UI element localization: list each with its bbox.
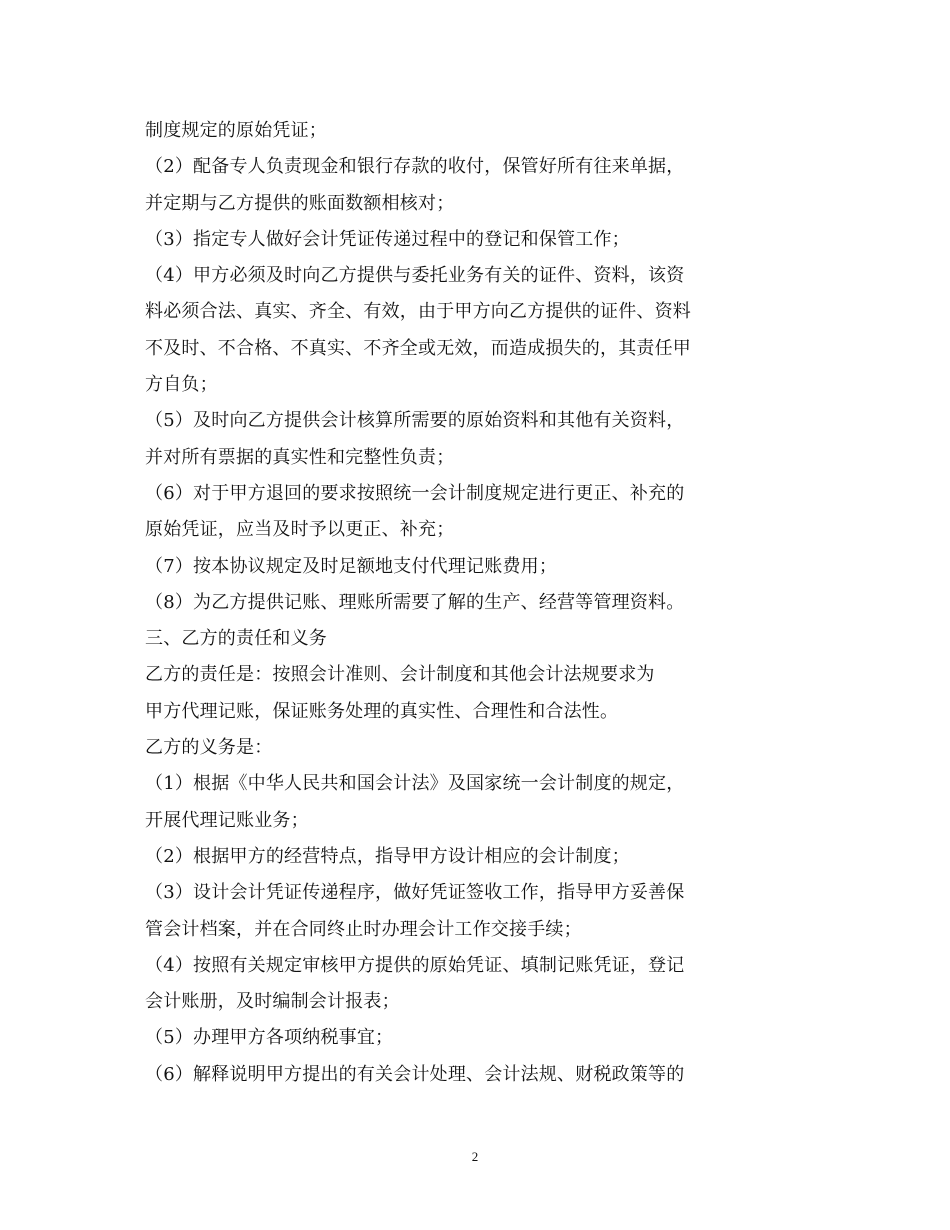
text-line: 甲方代理记账，保证账务处理的真实性、合理性和合法性。 [145, 700, 619, 722]
text-line: （2）根据甲方的经营特点，指导甲方设计相应的会计制度； [145, 845, 630, 867]
text-line: 制度规定的原始凭证； [145, 120, 327, 141]
text-line: （5）办理甲方各项纳税事宜； [145, 1027, 394, 1049]
text-line: （6）解释说明甲方提出的有关会计处理、会计法规、财税政策等的 [145, 1063, 685, 1085]
text-line: （1）根据《中华人民共和国会计法》及国家统一会计制度的规定， [145, 773, 685, 795]
text-line: 并定期与乙方提供的账面数额相核对； [145, 192, 455, 214]
text-line: 开展代理记账业务； [145, 809, 309, 831]
document-body [145, 113, 725, 1093]
text-line: 管会计档案，并在合同终止时办理会计工作交接手续； [145, 918, 582, 940]
text-line: （4）甲方必须及时向乙方提供与委托业务有关的证件、资料，该资 [145, 265, 685, 287]
text-line: （4）按照有关规定审核甲方提供的原始凭证、填制记账凭证，登记 [145, 954, 685, 976]
text-line: 原始凭证，应当及时予以更正、补充； [145, 519, 455, 541]
text-line: （6）对于甲方退回的要求按照统一会计制度规定进行更正、补充的 [145, 482, 685, 504]
text-line: 料必须合法、真实、齐全、有效，由于甲方向乙方提供的证件、资料 [145, 301, 691, 323]
text-line: （5）及时向乙方提供会计核算所需要的原始资料和其他有关资料， [145, 410, 685, 432]
text-line: 方自负； [145, 374, 218, 396]
page-number: 2 [471, 1149, 479, 1164]
text-line: （7）按本协议规定及时足额地支付代理记账费用； [145, 555, 558, 577]
text-line: （3）指定专人做好会计凭证传递过程中的登记和保管工作； [145, 228, 630, 250]
text-line: 会计账册，及时编制会计报表； [145, 991, 400, 1013]
text-line: 乙方的义务是： [145, 737, 273, 759]
text-line: （8）为乙方提供记账、理账所需要了解的生产、经营等管理资料。 [145, 591, 685, 613]
text-line: （2）配备专人负责现金和银行存款的收付，保管好所有往来单据， [145, 156, 685, 178]
text-line: 并对所有票据的真实性和完整性负责； [145, 446, 455, 468]
section-heading: 三、乙方的责任和义务 [145, 628, 327, 650]
text-line: （3）设计会计凭证传递程序，做好凭证签收工作，指导甲方妥善保 [145, 882, 685, 904]
text-line: 乙方的责任是：按照会计准则、会计制度和其他会计法规要求为 [145, 664, 655, 686]
text-line: 不及时、不合格、不真实、不齐全或无效，而造成损失的，其责任甲 [145, 337, 691, 359]
